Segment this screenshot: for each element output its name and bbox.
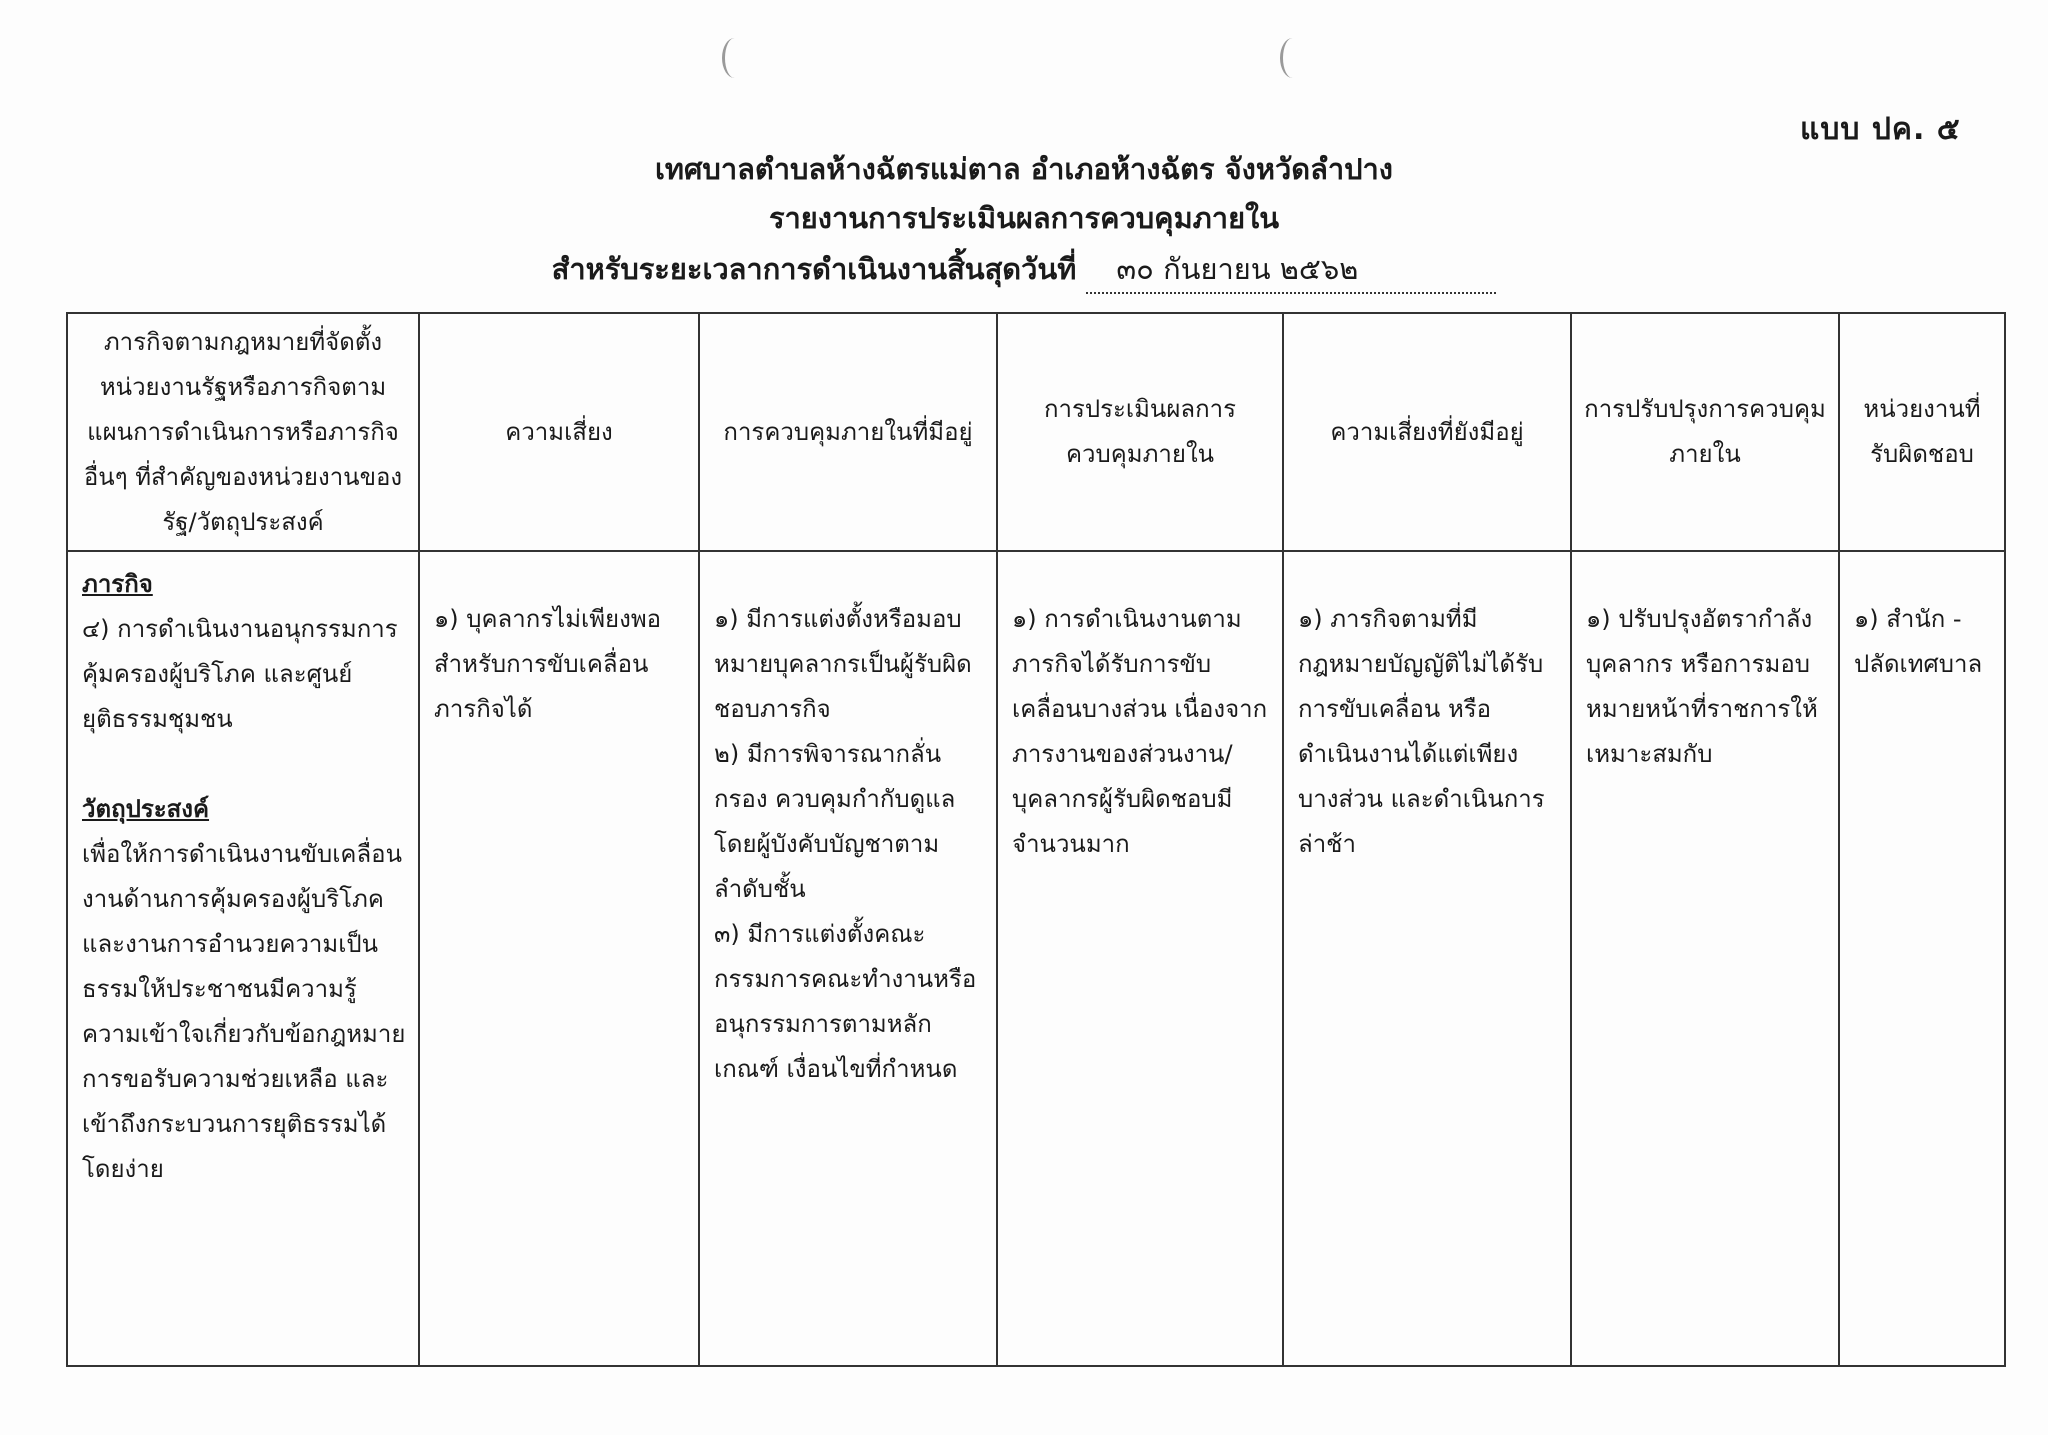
table-header-row (67, 313, 2005, 551)
objective-text: เพื่อให้การดำเนินงานขับเคลื่อนงานด้านการคุ้มครองผู้บริโภค และงานการอำนวยความเป็นธรรมให้ประชาชนมีความรู้ความเข้าใจเกี่ยวกับข้อกฎหมาย การขอรับความช่วยเหลือ และเข้าถึงกระบวนการยุติธรรมได้โดยง่าย (82, 840, 406, 1183)
column-header-improvement: การปรับปรุงการควบคุมภายใน (1571, 313, 1839, 551)
remaining-risk-text: ๑) ภารกิจตามที่มีกฎหมายบัญญัติไม่ได้รับการขับเคลื่อน หรือดำเนินงานได้แต่เพียงบางส่วน และดำเนินการล่าช้า (1298, 605, 1545, 858)
form-code: แบบ ปค. ๕ (1800, 112, 1961, 147)
evaluation-text: ๑) การดำเนินงานตามภารกิจได้รับการขับเคลื่อนบางส่วน เนื่องจากภารงานของส่วนงาน/บุคลากรผู้รับผิดชอบมีจำนวนมาก (1012, 605, 1268, 858)
objective-title: วัตถุประสงค์ (82, 795, 210, 823)
existing-control-item: ๓) มีการแต่งตั้งคณะกรรมการคณะทำงานหรืออนุกรรมการตามหลักเกณฑ์ เงื่อนไขที่กำหนด (714, 920, 977, 1083)
existing-control-item: ๑) มีการแต่งตั้งหรือมอบหมายบุคลากรเป็นผู้รับผิดชอบภารกิจ (714, 605, 972, 723)
improvement-text: ๑) ปรับปรุงอัตรากำลังบุคลากร หรือการมอบหมายหน้าที่ราชการให้เหมาะสมกับ (1586, 605, 1818, 768)
period-line (0, 246, 2048, 294)
column-header-risk: ความเสี่ยง (419, 313, 699, 551)
period-label: สำหรับระยะเวลาการดำเนินงานสิ้นสุดวันที่ (551, 252, 1077, 286)
column-header-existing-control: การควบคุมภายในที่มีอยู่ (699, 313, 997, 551)
column-header-remaining-risk: ความเสี่ยงที่ยังมีอยู่ (1283, 313, 1571, 551)
table-row (67, 551, 2005, 1366)
mission-cell (67, 551, 419, 1366)
organization-title: เทศบาลตำบลห้างฉัตรแม่ตาล อำเภอห้างฉัตร จังหวัดลำปาง (655, 152, 1393, 186)
risk-text: ๑) บุคลากรไม่เพียงพอสำหรับการขับเคลื่อนภารกิจได้ (434, 605, 662, 723)
risk-cell (419, 551, 699, 1366)
column-header-mission: ภารกิจตามกฎหมายที่จัดตั้งหน่วยงานรัฐหรือภารกิจตามแผนการดำเนินการหรือภารกิจอื่นๆ ที่สำคัญของหน่วยงานของรัฐ/วัตถุประสงค์ (67, 313, 419, 551)
mission-text: ๔) การดำเนินงานอนุกรรมการคุ้มครองผู้บริโภค และศูนย์ยุติธรรมชุมชน (82, 615, 398, 733)
period-date: ๓๐ กันยายน ๒๕๖๒ (1086, 246, 1496, 294)
report-title: รายงานการประเมินผลการควบคุมภายใน (768, 201, 1280, 235)
punch-hole-mark (1280, 38, 1305, 78)
column-header-responsible: หน่วยงานที่รับผิดชอบ (1839, 313, 2005, 551)
improvement-cell (1571, 551, 1839, 1366)
responsible-cell (1839, 551, 2005, 1366)
responsible-text: ๑) สำนัก - ปลัดเทศบาล (1854, 605, 1983, 678)
punch-hole-mark (722, 38, 747, 78)
existing-control-cell (699, 551, 997, 1366)
evaluation-cell (997, 551, 1283, 1366)
remaining-risk-cell (1283, 551, 1571, 1366)
existing-control-item: ๒) มีการพิจารณากลั่นกรอง ควบคุมกำกับดูแล โดยผู้บังคับบัญชาตามลำดับชั้น (714, 740, 956, 903)
mission-title: ภารกิจ (82, 570, 153, 598)
evaluation-table (66, 312, 2006, 1367)
column-header-evaluation: การประเมินผลการควบคุมภายใน (997, 313, 1283, 551)
